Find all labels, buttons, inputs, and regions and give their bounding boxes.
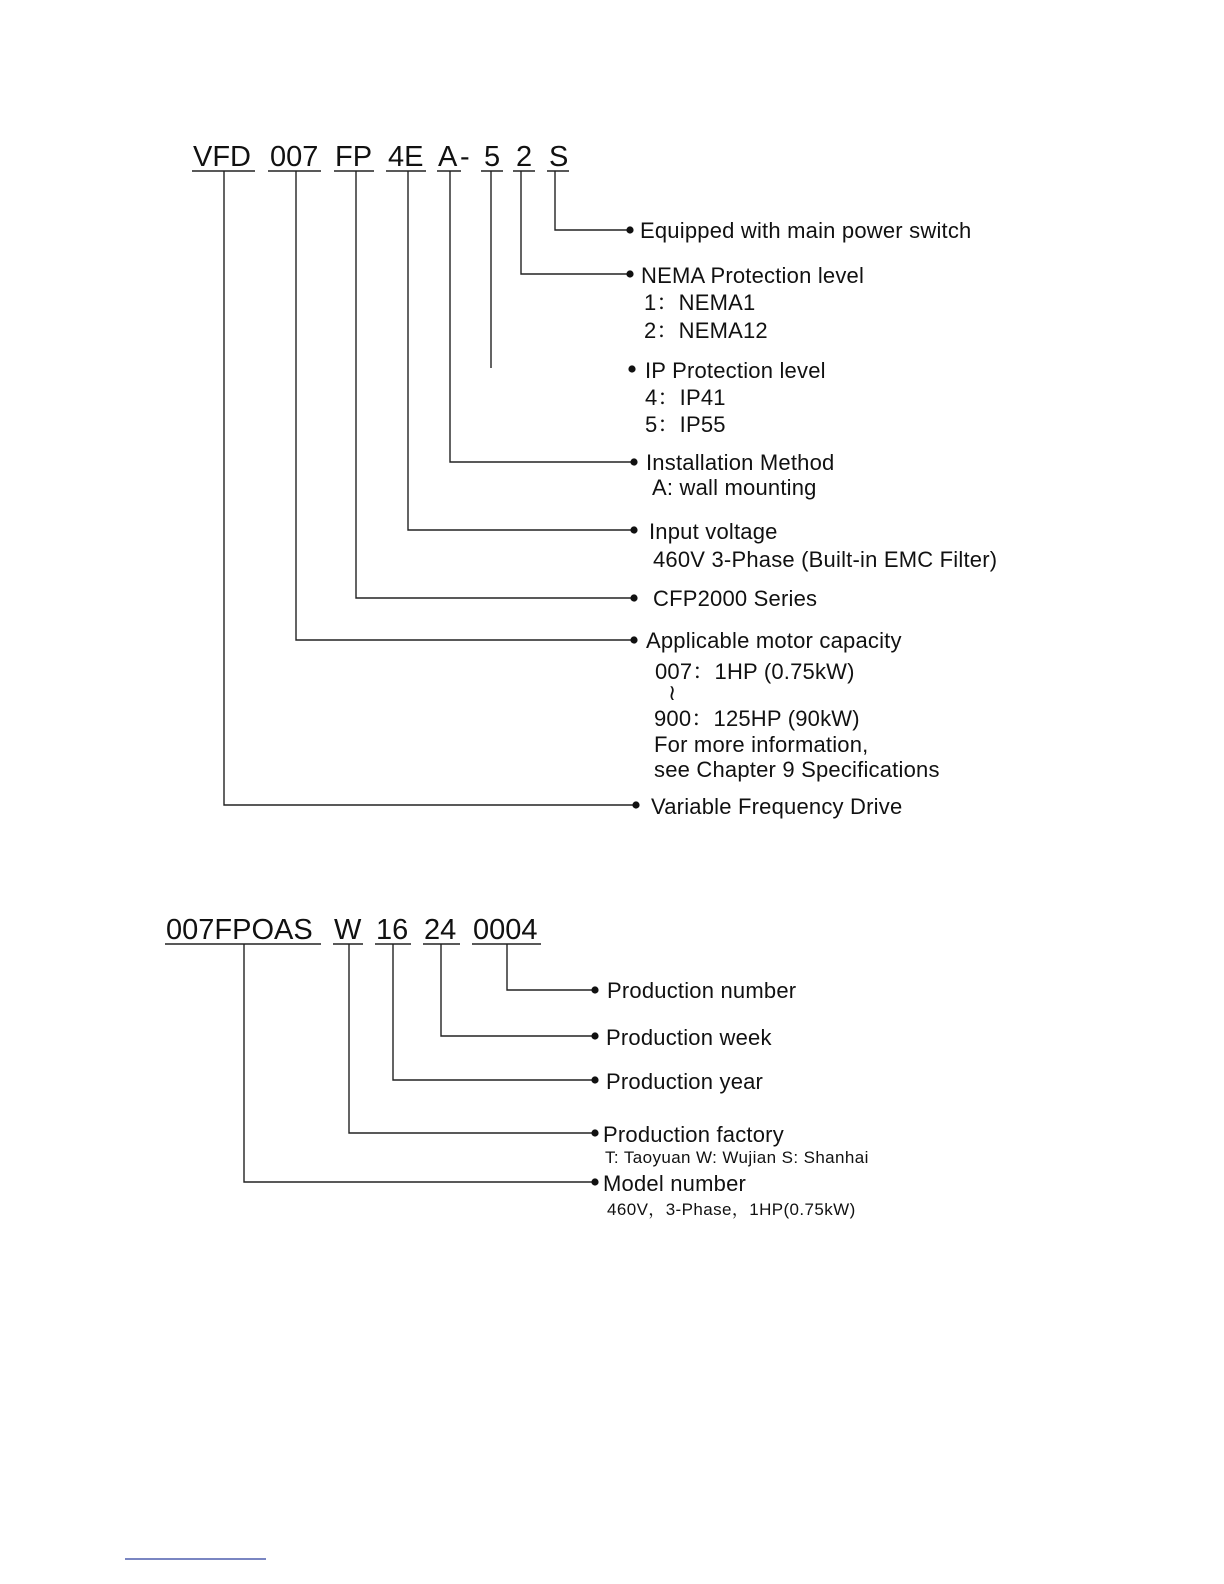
connector-nema [521,171,630,274]
label-installation-detail: A: wall mounting [652,475,817,500]
model-code [193,141,568,173]
connector-dots [626,226,639,808]
code-segment-dash: - [460,141,470,173]
dot-drive [632,801,639,808]
label-main-switch: Equipped with main power switch [640,218,972,243]
connector-switch [555,171,630,230]
dot-nema [626,270,633,277]
code-segment-series: FP [335,141,373,173]
dot-production-factory [591,1129,598,1136]
label-capacity-title: Applicable motor capacity [646,628,902,653]
code-segment-capacity: 007 [270,141,319,173]
dot-switch [626,226,633,233]
code-segment-voltage: 4E [388,141,424,173]
label-capacity-line1: 007：1HP (0.75kW) [655,659,855,684]
dot-model-number [591,1178,598,1185]
serial-segment-factory: W [334,914,362,946]
label-ip-opt1: 4：IP41 [645,385,726,410]
connector-capacity [296,171,634,640]
serial-connector-dots [591,986,598,1185]
label-capacity-line3: For more information, [654,732,869,757]
connector-production-number [507,944,594,990]
serial-code [166,914,538,946]
label-model-number-title: Model number [603,1171,747,1196]
connector-production-factory [349,944,594,1133]
serial-segment-number: 0004 [473,914,538,946]
serial-connector-lines [244,944,594,1182]
label-capacity-tilde: ≀ [668,680,677,705]
label-installation-title: Installation Method [646,450,835,475]
label-model-number-detail: 460V，3-Phase，1HP(0.75kW) [607,1200,856,1219]
connector-production-year [393,944,594,1080]
label-production-year: Production year [606,1069,764,1094]
connector-lines [224,171,634,805]
dot-installation [630,458,637,465]
dot-production-week [591,1032,598,1039]
connector-series [356,171,634,598]
code-segment-nema: 2 [516,141,533,173]
code-segment-vfd: VFD [193,141,251,173]
dot-capacity [630,636,637,643]
dot-production-number [591,986,598,993]
serial-segment-week: 24 [424,914,457,946]
code-segment-ip: 5 [484,141,501,173]
label-ip-opt2: 5：IP55 [645,412,726,437]
label-production-factory-detail: T: Taoyuan W: Wujian S: Shanhai [605,1148,869,1167]
code-segment-installation: A [438,141,458,173]
dot-ip [628,365,635,372]
connector-drive [224,171,634,805]
label-production-week: Production week [606,1025,772,1050]
label-production-factory-title: Production factory [603,1122,784,1147]
serial-field-labels [603,978,869,1219]
model-field-labels [640,218,997,819]
label-nema-opt2: 2：NEMA12 [644,318,768,343]
connector-installation [450,171,634,462]
connector-model-number [244,944,594,1182]
label-voltage-detail: 460V 3-Phase (Built-in EMC Filter) [653,547,998,572]
dot-voltage [630,526,637,533]
label-drive: Variable Frequency Drive [651,794,903,819]
serial-segment-year: 16 [376,914,409,946]
label-production-number: Production number [607,978,797,1003]
label-capacity-line2: 900：125HP (90kW) [654,706,860,731]
label-ip-title: IP Protection level [645,358,826,383]
code-segment-switch: S [549,141,569,173]
label-capacity-line4: see Chapter 9 Specifications [654,757,940,782]
serial-segment-model: 007FPOAS [166,914,313,946]
dot-production-year [591,1076,598,1083]
label-series: CFP2000 Series [653,586,818,611]
label-nema-title: NEMA Protection level [641,263,865,288]
dot-series [630,594,637,601]
label-nema-opt1: 1：NEMA1 [644,290,756,315]
label-voltage-title: Input voltage [649,519,778,544]
